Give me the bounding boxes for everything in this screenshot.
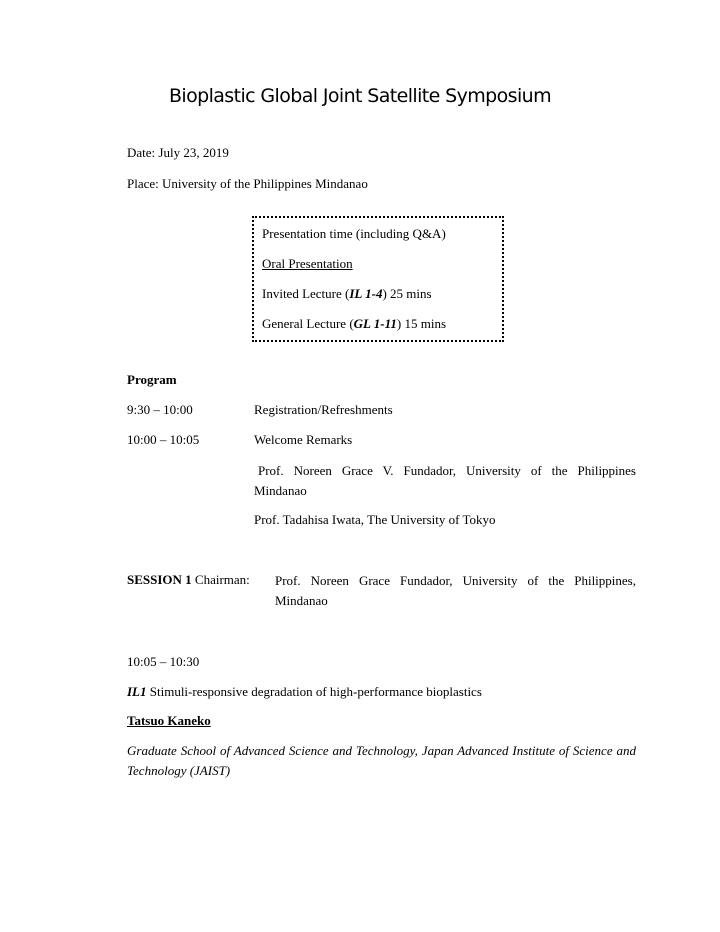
program-heading: Program (127, 372, 177, 387)
program-item-2: Welcome Remarks (254, 432, 353, 447)
talk-affiliation: Graduate School of Advanced Science and Technology, Japan Advanced Institute of Science and Technology (JAIST) (127, 743, 636, 778)
general-code: GL 1-11 (353, 316, 397, 331)
event-place: Place: University of the Philippines Mindanao (127, 176, 368, 191)
talk-author: Tatsuo Kaneko (127, 713, 211, 728)
talk-code: IL1 (127, 684, 147, 699)
talk-time: 10:05 – 10:30 (127, 654, 200, 669)
welcome-speaker-2: Prof. Tadahisa Iwata, The University of Tokyo (254, 512, 496, 527)
session-label (127, 572, 250, 588)
program-item-1: Registration/Refreshments (254, 402, 393, 417)
session-chair: Prof. Noreen Grace Fundador, University of the Philippines, Mindanao (275, 573, 636, 608)
box-oral-presentation: Oral Presentation (262, 256, 353, 271)
box-general-lecture (262, 316, 446, 332)
box-heading: Presentation time (including Q&A) (262, 226, 446, 241)
program-time-1: 9:30 – 10:00 (127, 402, 193, 417)
invited-code: IL 1-4 (349, 286, 383, 301)
welcome-speaker-1: Prof. Noreen Grace V. Fundador, University of the Philippines Mindanao (254, 463, 636, 498)
page-title: Bioplastic Global Joint Satellite Symposium (168, 85, 551, 107)
event-date: Date: July 23, 2019 (127, 145, 229, 160)
invited-prefix: Invited Lecture ( (262, 286, 350, 301)
session-chair-label: Chairman: (194, 572, 250, 587)
program-time-2: 10:00 – 10:05 (127, 432, 200, 447)
talk-title-line (127, 684, 482, 700)
presentation-time-box (252, 216, 504, 342)
general-prefix: General Lecture ( (262, 316, 354, 331)
box-invited-lecture (262, 286, 432, 302)
talk-title: Stimuli-responsive degradation of high-performance bioplastics (149, 684, 482, 699)
invited-suffix: ) 25 mins (382, 286, 432, 301)
general-suffix: ) 15 mins (396, 316, 447, 331)
session-number: SESSION 1 (127, 572, 192, 587)
